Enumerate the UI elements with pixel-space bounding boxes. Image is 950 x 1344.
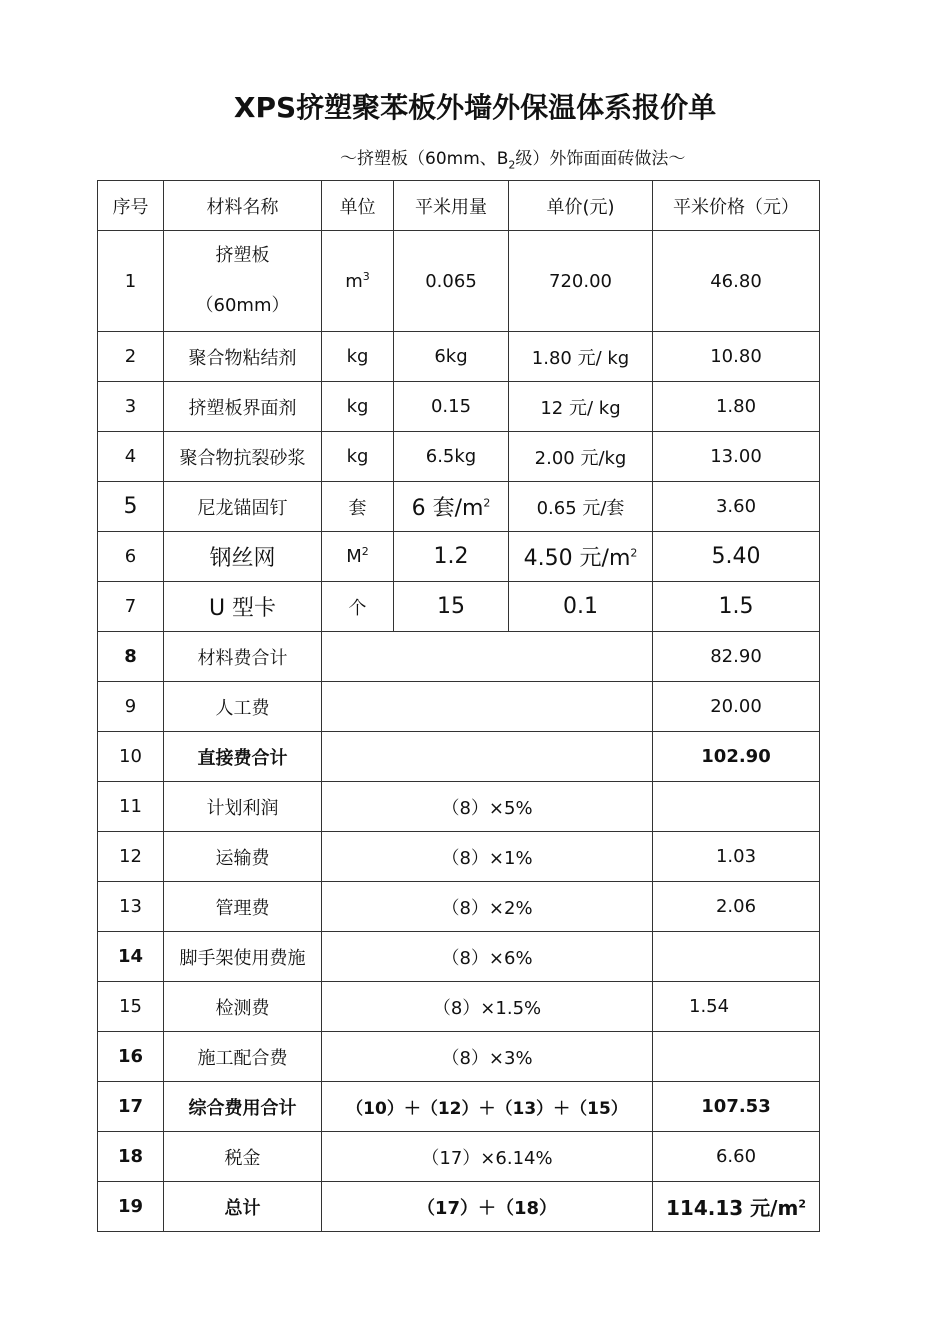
table-row [98, 1082, 820, 1132]
table-row [98, 882, 820, 932]
row-number: 11 [98, 782, 164, 832]
material-name: 挤塑板 （60mm） [164, 231, 322, 332]
header-cell: 平米用量 [394, 181, 509, 231]
header-cell: 序号 [98, 181, 164, 231]
unit: $M^2$ [322, 532, 394, 582]
header-cell: 平米价格（元） [653, 181, 820, 231]
price-per-sqm: 82.90 [653, 632, 820, 682]
cost-item-name: 运输费 [164, 832, 322, 882]
formula: （8）×6% [322, 932, 653, 982]
cost-item-name: 直接费合计 [164, 732, 322, 782]
price-per-sqm: 3.60 [653, 482, 820, 532]
formula [322, 732, 653, 782]
grand-total: 114.13 元$/m^2$ [653, 1182, 820, 1232]
material-name: U 型卡 [164, 582, 322, 632]
cost-item-name: 税金 [164, 1132, 322, 1182]
unit: kg [322, 382, 394, 432]
quotation-table [97, 180, 820, 1232]
price-per-sqm: 1.54 [653, 982, 820, 1032]
price-per-sqm: 46.80 [653, 231, 820, 332]
row-number: 9 [98, 682, 164, 732]
formula [322, 682, 653, 732]
table-row [98, 932, 820, 982]
table-row [98, 1132, 820, 1182]
unit-price: 4.50 元$/m^2$ [509, 532, 653, 582]
table-row [98, 1182, 820, 1232]
unit-price: 2.00 元/kg [509, 432, 653, 482]
row-number: 1 [98, 231, 164, 332]
material-name: 聚合物粘结剂 [164, 332, 322, 382]
formula: （8）×1% [322, 832, 653, 882]
row-number: 2 [98, 332, 164, 382]
formula: （8）×2% [322, 882, 653, 932]
unit: $m^3$ [322, 231, 394, 332]
price-per-sqm: 6.60 [653, 1132, 820, 1182]
formula: （17）×6.14% [322, 1132, 653, 1182]
row-number: 4 [98, 432, 164, 482]
formula: （17）＋（18） [322, 1182, 653, 1232]
quantity: 6kg [394, 332, 509, 382]
unit-price: 12 元/ kg [509, 382, 653, 432]
table-row [98, 231, 820, 332]
quantity: 15 [394, 582, 509, 632]
row-number: 7 [98, 582, 164, 632]
formula [322, 632, 653, 682]
table-row [98, 832, 820, 882]
row-number: 14 [98, 932, 164, 982]
price-per-sqm: 2.06 [653, 882, 820, 932]
formula: （8）×5% [322, 782, 653, 832]
formula: （8）×3% [322, 1032, 653, 1082]
row-number: 10 [98, 732, 164, 782]
formula: （8）×1.5% [322, 982, 653, 1032]
price-per-sqm: 107.53 [653, 1082, 820, 1132]
cost-item-name: 综合费用合计 [164, 1082, 322, 1132]
material-name: 尼龙锚固钉 [164, 482, 322, 532]
table-row [98, 432, 820, 482]
price-per-sqm: 5.40 [653, 532, 820, 582]
row-number: 6 [98, 532, 164, 582]
unit: kg [322, 332, 394, 382]
price-per-sqm: 1.03 [653, 832, 820, 882]
header-cell: 单位 [322, 181, 394, 231]
unit: 套 [322, 482, 394, 532]
cost-item-name: 检测费 [164, 982, 322, 1032]
unit-price: 0.1 [509, 582, 653, 632]
table-row [98, 982, 820, 1032]
row-number: 16 [98, 1032, 164, 1082]
price-per-sqm [653, 782, 820, 832]
row-number: 5 [98, 482, 164, 532]
price-per-sqm: 1.5 [653, 582, 820, 632]
material-name: 钢丝网 [164, 532, 322, 582]
cost-item-name: 脚手架使用费施 [164, 932, 322, 982]
row-number: 3 [98, 382, 164, 432]
price-per-sqm: 102.90 [653, 732, 820, 782]
table-row [98, 1032, 820, 1082]
price-per-sqm: 13.00 [653, 432, 820, 482]
cost-item-name: 管理费 [164, 882, 322, 932]
table-row [98, 732, 820, 782]
unit: 个 [322, 582, 394, 632]
table-row [98, 532, 820, 582]
cost-item-name: 计划利润 [164, 782, 322, 832]
table-row [98, 332, 820, 382]
row-number: 18 [98, 1132, 164, 1182]
cost-item-name: 总计 [164, 1182, 322, 1232]
cost-item-name: 人工费 [164, 682, 322, 732]
material-name: 挤塑板界面剂 [164, 382, 322, 432]
material-name: 聚合物抗裂砂浆 [164, 432, 322, 482]
unit-price: 720.00 [509, 231, 653, 332]
table-row [98, 582, 820, 632]
cost-item-name: 材料费合计 [164, 632, 322, 682]
quantity: 0.15 [394, 382, 509, 432]
price-per-sqm: 20.00 [653, 682, 820, 732]
price-per-sqm: 1.80 [653, 382, 820, 432]
table-row [98, 782, 820, 832]
table-row [98, 482, 820, 532]
unit: kg [322, 432, 394, 482]
page-title: XPS挤塑聚苯板外墙外保温体系报价单 [233, 91, 717, 124]
formula: （10）＋（12）＋（13）＋（15） [322, 1082, 653, 1132]
row-number: 13 [98, 882, 164, 932]
quantity: 6 套$/m^2$ [394, 482, 509, 532]
price-per-sqm [653, 1032, 820, 1082]
table-row [98, 682, 820, 732]
row-number: 19 [98, 1182, 164, 1232]
row-number: 17 [98, 1082, 164, 1132]
row-number: 8 [98, 632, 164, 682]
quantity: 6.5kg [394, 432, 509, 482]
unit-price: 1.80 元/ kg [509, 332, 653, 382]
table-row [98, 632, 820, 682]
quantity: 0.065 [394, 231, 509, 332]
price-per-sqm: 10.80 [653, 332, 820, 382]
header-cell: 材料名称 [164, 181, 322, 231]
table-header-row [98, 181, 820, 231]
price-per-sqm [653, 932, 820, 982]
header-cell: 单价(元) [509, 181, 653, 231]
row-number: 12 [98, 832, 164, 882]
unit-price: 0.65 元/套 [509, 482, 653, 532]
page-subtitle: ～挤塑板（60mm、$B_2$级）外饰面面砖做法～ [340, 149, 686, 172]
quantity: 1.2 [394, 532, 509, 582]
cost-item-name: 施工配合费 [164, 1032, 322, 1082]
table-row [98, 382, 820, 432]
row-number: 15 [98, 982, 164, 1032]
